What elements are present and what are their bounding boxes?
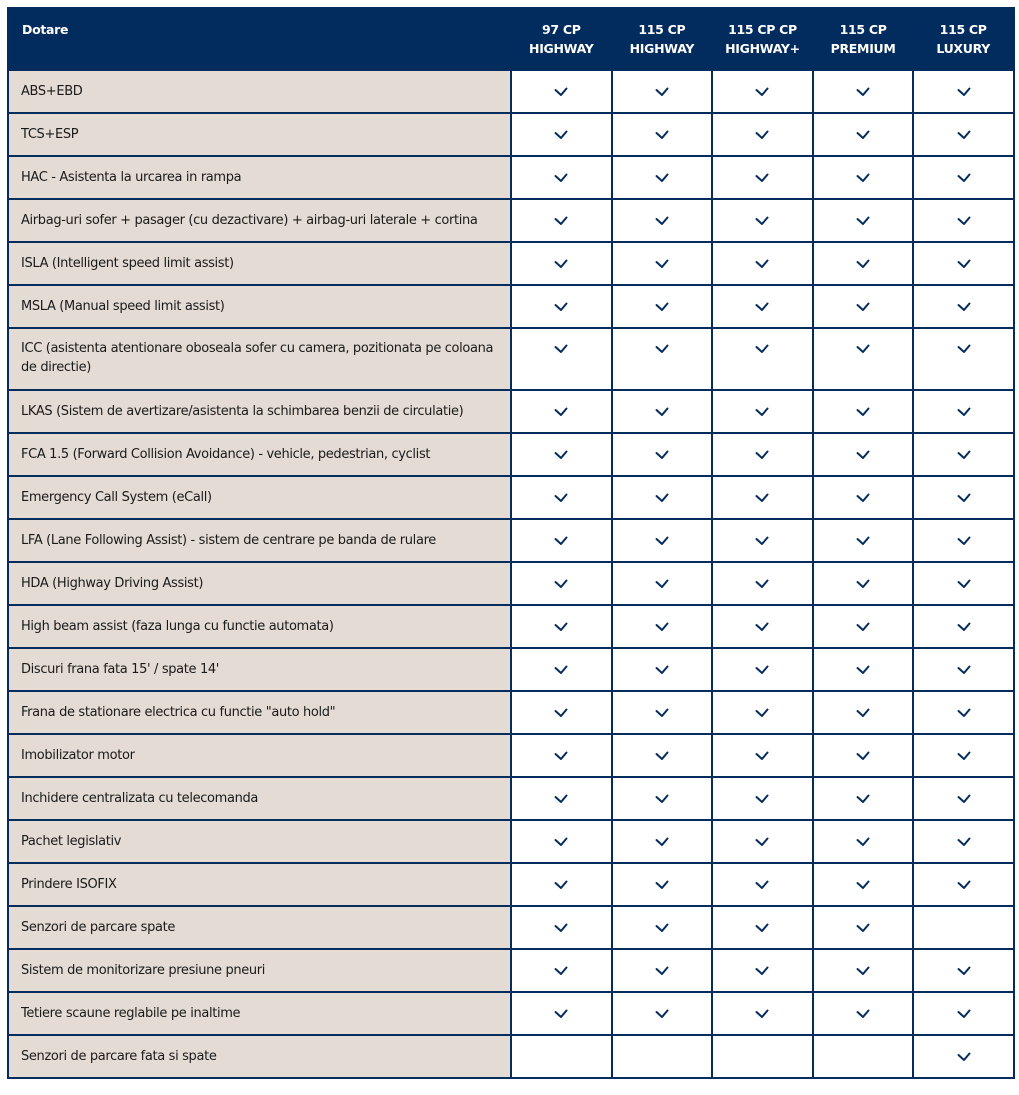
availability-cell [511, 777, 612, 820]
checkmark-icon [655, 880, 669, 890]
availability-cell [813, 691, 914, 734]
checkmark-icon [755, 966, 769, 976]
availability-cell [511, 949, 612, 992]
checkmark-icon [554, 751, 568, 761]
availability-cell [712, 562, 813, 605]
availability-cell [913, 1035, 1014, 1078]
table-row [8, 863, 1014, 906]
availability-cell [612, 691, 713, 734]
checkmark-icon [755, 794, 769, 804]
feature-label: Frana de stationare electrica cu functie "auto hold" [8, 691, 511, 734]
availability-cell [813, 734, 914, 777]
column-header-115cp-luxury [913, 8, 1014, 70]
table-row [8, 113, 1014, 156]
checkmark-icon [856, 751, 870, 761]
checkmark-icon [856, 450, 870, 460]
availability-cell [612, 156, 713, 199]
checkmark-icon [755, 880, 769, 890]
feature-label: ICC (asistenta atentionare oboseala sofer cu camera, pozitionata pe coloana de directie) [8, 328, 511, 390]
availability-cell [511, 992, 612, 1035]
column-header-line1: 97 CP [542, 22, 581, 37]
availability-cell [612, 820, 713, 863]
feature-label: HAC - Asistenta la urcarea in rampa [8, 156, 511, 199]
availability-cell [712, 242, 813, 285]
availability-cell [612, 605, 713, 648]
availability-cell [913, 820, 1014, 863]
table-row [8, 820, 1014, 863]
availability-cell [712, 285, 813, 328]
availability-cell [913, 113, 1014, 156]
checkmark-icon [957, 622, 971, 632]
column-header-line1: 115 CP [939, 22, 987, 37]
availability-cell [511, 285, 612, 328]
availability-cell [813, 70, 914, 113]
feature-label: Imobilizator motor [8, 734, 511, 777]
availability-cell [813, 113, 914, 156]
equipment-comparison-table [7, 7, 1015, 1079]
table-row [8, 242, 1014, 285]
availability-cell [913, 285, 1014, 328]
checkmark-icon [755, 259, 769, 269]
checkmark-icon [957, 344, 971, 354]
feature-label: Inchidere centralizata cu telecomanda [8, 777, 511, 820]
feature-label: Pachet legislativ [8, 820, 511, 863]
checkmark-icon [856, 923, 870, 933]
table-row [8, 433, 1014, 476]
availability-cell [712, 199, 813, 242]
availability-cell [612, 648, 713, 691]
checkmark-icon [655, 450, 669, 460]
availability-cell [712, 992, 813, 1035]
availability-cell [612, 113, 713, 156]
availability-cell [813, 433, 914, 476]
availability-cell [511, 734, 612, 777]
availability-cell [612, 906, 713, 949]
table-body [8, 70, 1014, 1078]
checkmark-icon [655, 751, 669, 761]
feature-label: Emergency Call System (eCall) [8, 476, 511, 519]
checkmark-icon [856, 344, 870, 354]
table-row [8, 285, 1014, 328]
availability-cell [913, 519, 1014, 562]
column-header-feature: Dotare [8, 8, 511, 70]
availability-cell [813, 199, 914, 242]
availability-cell [712, 820, 813, 863]
checkmark-icon [655, 216, 669, 226]
availability-cell [712, 777, 813, 820]
checkmark-icon [957, 708, 971, 718]
availability-cell [612, 1035, 713, 1078]
checkmark-icon [856, 708, 870, 718]
availability-cell [511, 433, 612, 476]
availability-cell [511, 70, 612, 113]
checkmark-icon [655, 837, 669, 847]
table-row [8, 156, 1014, 199]
table-row [8, 777, 1014, 820]
feature-label: LKAS (Sistem de avertizare/asistenta la schimbarea benzii de circulatie) [8, 390, 511, 433]
availability-cell [712, 1035, 813, 1078]
availability-cell [813, 328, 914, 390]
header-row [8, 8, 1014, 70]
availability-cell [712, 156, 813, 199]
checkmark-icon [755, 302, 769, 312]
column-header-line1: 115 CP [638, 22, 686, 37]
feature-label: Senzori de parcare fata si spate [8, 1035, 511, 1078]
feature-label: Discuri frana fata 15' / spate 14' [8, 648, 511, 691]
checkmark-icon [755, 665, 769, 675]
checkmark-icon [957, 579, 971, 589]
availability-cell [913, 863, 1014, 906]
availability-cell [813, 519, 914, 562]
availability-cell [712, 390, 813, 433]
checkmark-icon [957, 302, 971, 312]
checkmark-icon [655, 579, 669, 589]
checkmark-icon [755, 173, 769, 183]
availability-cell [511, 820, 612, 863]
checkmark-icon [856, 536, 870, 546]
table-row [8, 949, 1014, 992]
availability-cell [511, 156, 612, 199]
checkmark-icon [856, 87, 870, 97]
availability-cell [913, 691, 1014, 734]
checkmark-icon [957, 216, 971, 226]
availability-cell [511, 648, 612, 691]
table-row [8, 992, 1014, 1035]
checkmark-icon [755, 216, 769, 226]
availability-cell [813, 476, 914, 519]
checkmark-icon [755, 708, 769, 718]
table-row [8, 906, 1014, 949]
availability-cell [813, 605, 914, 648]
availability-cell [612, 242, 713, 285]
feature-label: Senzori de parcare spate [8, 906, 511, 949]
checkmark-icon [554, 130, 568, 140]
column-header-line1: 115 CP CP [728, 22, 797, 37]
checkmark-icon [755, 751, 769, 761]
checkmark-icon [554, 450, 568, 460]
checkmark-icon [957, 536, 971, 546]
availability-cell [813, 242, 914, 285]
availability-cell [813, 156, 914, 199]
feature-label: High beam assist (faza lunga cu functie automata) [8, 605, 511, 648]
availability-cell [511, 390, 612, 433]
availability-cell [913, 777, 1014, 820]
column-header-line2: PREMIUM [830, 41, 896, 56]
checkmark-icon [655, 173, 669, 183]
table-row [8, 1035, 1014, 1078]
feature-label: Tetiere scaune reglabile pe inaltime [8, 992, 511, 1035]
availability-cell [813, 820, 914, 863]
checkmark-icon [554, 536, 568, 546]
checkmark-icon [554, 794, 568, 804]
availability-cell [712, 691, 813, 734]
checkmark-icon [755, 1009, 769, 1019]
checkmark-icon [755, 407, 769, 417]
availability-cell [813, 949, 914, 992]
availability-cell [511, 113, 612, 156]
column-header-line2: LUXURY [936, 41, 990, 56]
table-header [8, 8, 1014, 70]
table-row [8, 70, 1014, 113]
availability-cell [612, 328, 713, 390]
availability-cell [712, 433, 813, 476]
checkmark-icon [856, 493, 870, 503]
checkmark-icon [655, 665, 669, 675]
availability-cell [612, 992, 713, 1035]
feature-label: FCA 1.5 (Forward Collision Avoidance) - vehicle, pedestrian, cyclist [8, 433, 511, 476]
checkmark-icon [957, 1009, 971, 1019]
checkmark-icon [554, 966, 568, 976]
checkmark-icon [655, 87, 669, 97]
availability-cell [612, 476, 713, 519]
availability-cell [913, 433, 1014, 476]
availability-cell [813, 777, 914, 820]
checkmark-icon [856, 794, 870, 804]
column-header-line2: HIGHWAY+ [725, 41, 800, 56]
availability-cell [913, 734, 1014, 777]
availability-cell [511, 691, 612, 734]
checkmark-icon [856, 407, 870, 417]
checkmark-icon [957, 87, 971, 97]
checkmark-icon [957, 130, 971, 140]
availability-cell [813, 992, 914, 1035]
checkmark-icon [554, 708, 568, 718]
checkmark-icon [554, 837, 568, 847]
column-header-97cp-highway [511, 8, 612, 70]
availability-cell [913, 648, 1014, 691]
checkmark-icon [755, 579, 769, 589]
checkmark-icon [957, 450, 971, 460]
checkmark-icon [554, 1009, 568, 1019]
availability-cell [813, 906, 914, 949]
table-row [8, 390, 1014, 433]
table-row [8, 648, 1014, 691]
availability-cell [712, 906, 813, 949]
checkmark-icon [755, 622, 769, 632]
availability-cell [612, 777, 713, 820]
table-row [8, 562, 1014, 605]
availability-cell [511, 476, 612, 519]
table-row [8, 519, 1014, 562]
checkmark-icon [655, 302, 669, 312]
column-header-line2: HIGHWAY [629, 41, 695, 56]
checkmark-icon [554, 407, 568, 417]
availability-cell [913, 476, 1014, 519]
availability-cell [712, 476, 813, 519]
checkmark-icon [655, 923, 669, 933]
feature-label: TCS+ESP [8, 113, 511, 156]
availability-cell [712, 328, 813, 390]
checkmark-icon [856, 579, 870, 589]
availability-cell [511, 605, 612, 648]
checkmark-icon [957, 751, 971, 761]
availability-cell [712, 605, 813, 648]
availability-cell [612, 519, 713, 562]
checkmark-icon [856, 259, 870, 269]
checkmark-icon [655, 622, 669, 632]
checkmark-icon [655, 1009, 669, 1019]
feature-label: Prindere ISOFIX [8, 863, 511, 906]
availability-cell [813, 285, 914, 328]
checkmark-icon [856, 130, 870, 140]
checkmark-icon [957, 259, 971, 269]
table-row [8, 691, 1014, 734]
availability-cell [913, 949, 1014, 992]
availability-cell [813, 648, 914, 691]
column-header-line2: HIGHWAY [529, 41, 594, 56]
checkmark-icon [856, 173, 870, 183]
checkmark-icon [554, 493, 568, 503]
availability-cell [712, 863, 813, 906]
checkmark-icon [655, 259, 669, 269]
checkmark-icon [957, 837, 971, 847]
availability-cell [813, 863, 914, 906]
availability-cell [913, 70, 1014, 113]
availability-cell [511, 863, 612, 906]
checkmark-icon [755, 87, 769, 97]
checkmark-icon [554, 87, 568, 97]
availability-cell [712, 734, 813, 777]
availability-cell [511, 906, 612, 949]
availability-cell [813, 562, 914, 605]
table-row [8, 476, 1014, 519]
column-header-line1: 115 CP [839, 22, 887, 37]
availability-cell [913, 242, 1014, 285]
checkmark-icon [554, 259, 568, 269]
checkmark-icon [856, 665, 870, 675]
column-header-115cp-premium [813, 8, 914, 70]
availability-cell [612, 285, 713, 328]
table-row [8, 734, 1014, 777]
feature-label: LFA (Lane Following Assist) - sistem de centrare pe banda de rulare [8, 519, 511, 562]
checkmark-icon [957, 493, 971, 503]
checkmark-icon [957, 407, 971, 417]
checkmark-icon [655, 536, 669, 546]
checkmark-icon [554, 622, 568, 632]
feature-label: HDA (Highway Driving Assist) [8, 562, 511, 605]
checkmark-icon [755, 493, 769, 503]
checkmark-icon [856, 622, 870, 632]
checkmark-icon [655, 130, 669, 140]
availability-cell [511, 519, 612, 562]
checkmark-icon [856, 837, 870, 847]
availability-cell [813, 390, 914, 433]
availability-cell [612, 390, 713, 433]
checkmark-icon [957, 665, 971, 675]
checkmark-icon [856, 1009, 870, 1019]
availability-cell [511, 562, 612, 605]
checkmark-icon [957, 1052, 971, 1062]
availability-cell [612, 562, 713, 605]
availability-cell [612, 863, 713, 906]
availability-cell [712, 949, 813, 992]
checkmark-icon [755, 130, 769, 140]
checkmark-icon [957, 173, 971, 183]
availability-cell [612, 433, 713, 476]
availability-cell [612, 199, 713, 242]
table-row [8, 605, 1014, 648]
checkmark-icon [755, 450, 769, 460]
availability-cell [913, 562, 1014, 605]
checkmark-icon [856, 302, 870, 312]
checkmark-icon [655, 344, 669, 354]
checkmark-icon [554, 665, 568, 675]
availability-cell [712, 519, 813, 562]
checkmark-icon [655, 407, 669, 417]
checkmark-icon [755, 344, 769, 354]
availability-cell [511, 328, 612, 390]
checkmark-icon [554, 880, 568, 890]
column-header-115cp-highway [612, 8, 713, 70]
checkmark-icon [655, 794, 669, 804]
checkmark-icon [554, 302, 568, 312]
availability-cell [712, 70, 813, 113]
checkmark-icon [856, 880, 870, 890]
checkmark-icon [655, 493, 669, 503]
checkmark-icon [755, 923, 769, 933]
checkmark-icon [957, 794, 971, 804]
availability-cell [913, 390, 1014, 433]
availability-cell [612, 949, 713, 992]
availability-cell [612, 734, 713, 777]
checkmark-icon [755, 536, 769, 546]
availability-cell [712, 648, 813, 691]
checkmark-icon [755, 837, 769, 847]
availability-cell [913, 199, 1014, 242]
checkmark-icon [554, 923, 568, 933]
column-header-115cp-highway-plus [712, 8, 813, 70]
checkmark-icon [554, 216, 568, 226]
checkmark-icon [856, 216, 870, 226]
checkmark-icon [554, 344, 568, 354]
availability-cell [913, 992, 1014, 1035]
availability-cell [913, 328, 1014, 390]
availability-cell [612, 70, 713, 113]
table-row [8, 328, 1014, 390]
feature-label: Sistem de monitorizare presiune pneuri [8, 949, 511, 992]
feature-label: ABS+EBD [8, 70, 511, 113]
availability-cell [913, 605, 1014, 648]
checkmark-icon [957, 880, 971, 890]
availability-cell [511, 1035, 612, 1078]
availability-cell [813, 1035, 914, 1078]
availability-cell [712, 113, 813, 156]
checkmark-icon [655, 966, 669, 976]
checkmark-icon [856, 966, 870, 976]
checkmark-icon [554, 173, 568, 183]
checkmark-icon [554, 579, 568, 589]
availability-cell [913, 156, 1014, 199]
availability-cell [511, 199, 612, 242]
availability-cell [511, 242, 612, 285]
checkmark-icon [655, 708, 669, 718]
availability-cell [913, 906, 1014, 949]
feature-label: MSLA (Manual speed limit assist) [8, 285, 511, 328]
checkmark-icon [957, 966, 971, 976]
table-row [8, 199, 1014, 242]
feature-label: ISLA (Intelligent speed limit assist) [8, 242, 511, 285]
feature-label: Airbag-uri sofer + pasager (cu dezactivare) + airbag-uri laterale + cortina [8, 199, 511, 242]
